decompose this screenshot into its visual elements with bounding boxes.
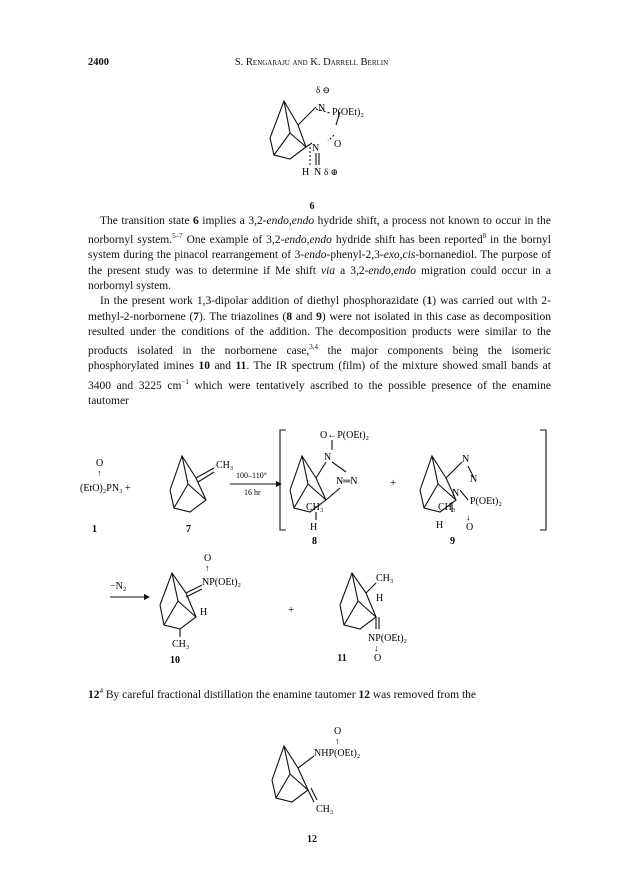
triazoline-9-N2: N bbox=[470, 474, 478, 485]
triazoline-9-H: H bbox=[436, 520, 444, 531]
product-11-O: O bbox=[374, 653, 382, 664]
running-header-authors: S. Rengaraju and K. Darrell Berlin bbox=[234, 57, 389, 68]
body-paragraph-3 bbox=[88, 684, 551, 703]
label-9: 9 bbox=[450, 536, 455, 547]
svg-text:↑: ↑ bbox=[97, 468, 102, 478]
reaction-scheme-row-1 bbox=[80, 420, 560, 550]
product-11-H: H bbox=[376, 593, 384, 604]
product-10-group: NP(OEt)₂ bbox=[202, 577, 242, 588]
triazoline-8-NN: N═N bbox=[336, 476, 358, 487]
paragraph-1: The transition state 6 implies a 3,2-endo,endo hydride shift, a process not known to occur in the norbornyl system.$^{5-7}$ One example of 3,2-endo,endo hydride shift has been reported$^8$ in the bornyl system during the pinacol rearrangement of 3-endo-phenyl-2,3-exo,cis-bornanediol. The purpose of the present study was to determine if Me shift via a 3,2-endo,endo migration could occur in a norbornyl system. bbox=[88, 215, 551, 293]
structure-6-atom-N2: N bbox=[312, 143, 320, 154]
structure-12 bbox=[262, 724, 412, 816]
structure-12-label: 12 bbox=[307, 834, 317, 845]
reaction-scheme-row-2 bbox=[110, 545, 470, 665]
paragraph-3: $12^4$ By careful fractional distillation the enamine tautomer 12 was removed from the bbox=[88, 687, 476, 701]
svg-text:↑: ↑ bbox=[205, 563, 210, 573]
triazoline-9-CH3: CH₃ bbox=[438, 502, 456, 513]
structure-12-group: NHP(OEt)₂ bbox=[314, 748, 361, 759]
body-paragraphs-1-2 bbox=[88, 214, 551, 409]
arrow-condition-time: 16 hr bbox=[244, 488, 261, 497]
structure-6-delta-minus: δ ⊖ bbox=[316, 85, 331, 95]
label-10: 10 bbox=[170, 655, 180, 665]
structure-6-atom-O: O bbox=[334, 139, 342, 150]
svg-text:↓: ↓ bbox=[374, 643, 379, 653]
triazoline-9-N3: N bbox=[452, 488, 460, 499]
structure-6-label: 6 bbox=[309, 201, 315, 212]
product-10-CH3: CH₃ bbox=[172, 639, 190, 650]
triazoline-8-N-top: N bbox=[324, 452, 332, 463]
scheme-plus-2: + bbox=[288, 604, 295, 616]
label-7: 7 bbox=[186, 524, 191, 535]
scheme-plus-1: + bbox=[390, 477, 397, 489]
structure-6-delta-plus: δ ⊕ bbox=[324, 167, 339, 177]
structure-6-atom-N1: N bbox=[318, 103, 326, 114]
triazoline-9-P: P(OEt)₂ bbox=[470, 496, 502, 507]
svg-text:↓: ↓ bbox=[466, 512, 471, 522]
paragraph-2: In the present work 1,3-dipolar addition of diethyl phosphorazidate (1) was carried out with 2-methyl-2-norbornene (7). The triazolines (8 and 9) were not isolated in this case as decomposition resulted under the conditions of the addition. The decomposition products were similar to the products isolated in the norbornene case,$^{3,4}$ the major components being the isomeric phosphorylated imines 10 and 11. The IR spectrum (film) of the mixture showed small bands at 3400 and 3225 $cm^{-1}$ which were tentatively ascribed to the possible presence of the enamine tautomer bbox=[88, 295, 552, 407]
svg-text:↑: ↑ bbox=[335, 736, 340, 746]
label-1: 1 bbox=[92, 524, 97, 535]
triazoline-8-H: H bbox=[310, 522, 318, 533]
page-number: 2400 bbox=[88, 57, 109, 68]
structure-6-atom-H: H bbox=[302, 167, 310, 178]
label-11: 11 bbox=[337, 653, 347, 664]
structure-12-O: O bbox=[334, 726, 342, 737]
structure-6 bbox=[250, 83, 410, 193]
triazoline-8-group: O←P(OEt)₂ bbox=[320, 430, 370, 441]
reagent-1-O: O bbox=[96, 458, 104, 469]
minus-N2: −N₂ bbox=[110, 581, 127, 592]
triazoline-9-O: O bbox=[466, 522, 474, 533]
structure-12-CH3: CH₃ bbox=[316, 804, 334, 815]
product-10-O: O bbox=[204, 553, 212, 564]
product-10-H: H bbox=[200, 607, 208, 618]
arrow-condition-temperature: 100–110° bbox=[236, 471, 267, 480]
triazoline-9-N1: N bbox=[462, 454, 470, 465]
reagent-1-formula: (EtO)₂PN₃ + bbox=[80, 483, 131, 494]
triazoline-8-CH3: CH₃ bbox=[306, 502, 324, 513]
methyl-7: CH₃ bbox=[216, 460, 234, 471]
structure-6-atom-N3: N bbox=[314, 167, 322, 178]
product-11-group: NP(OEt)₂ bbox=[368, 633, 408, 644]
structure-6-group-top: P(OEt)₂ bbox=[332, 107, 364, 118]
label-8: 8 bbox=[312, 536, 317, 547]
product-11-CH3: CH₃ bbox=[376, 573, 394, 584]
